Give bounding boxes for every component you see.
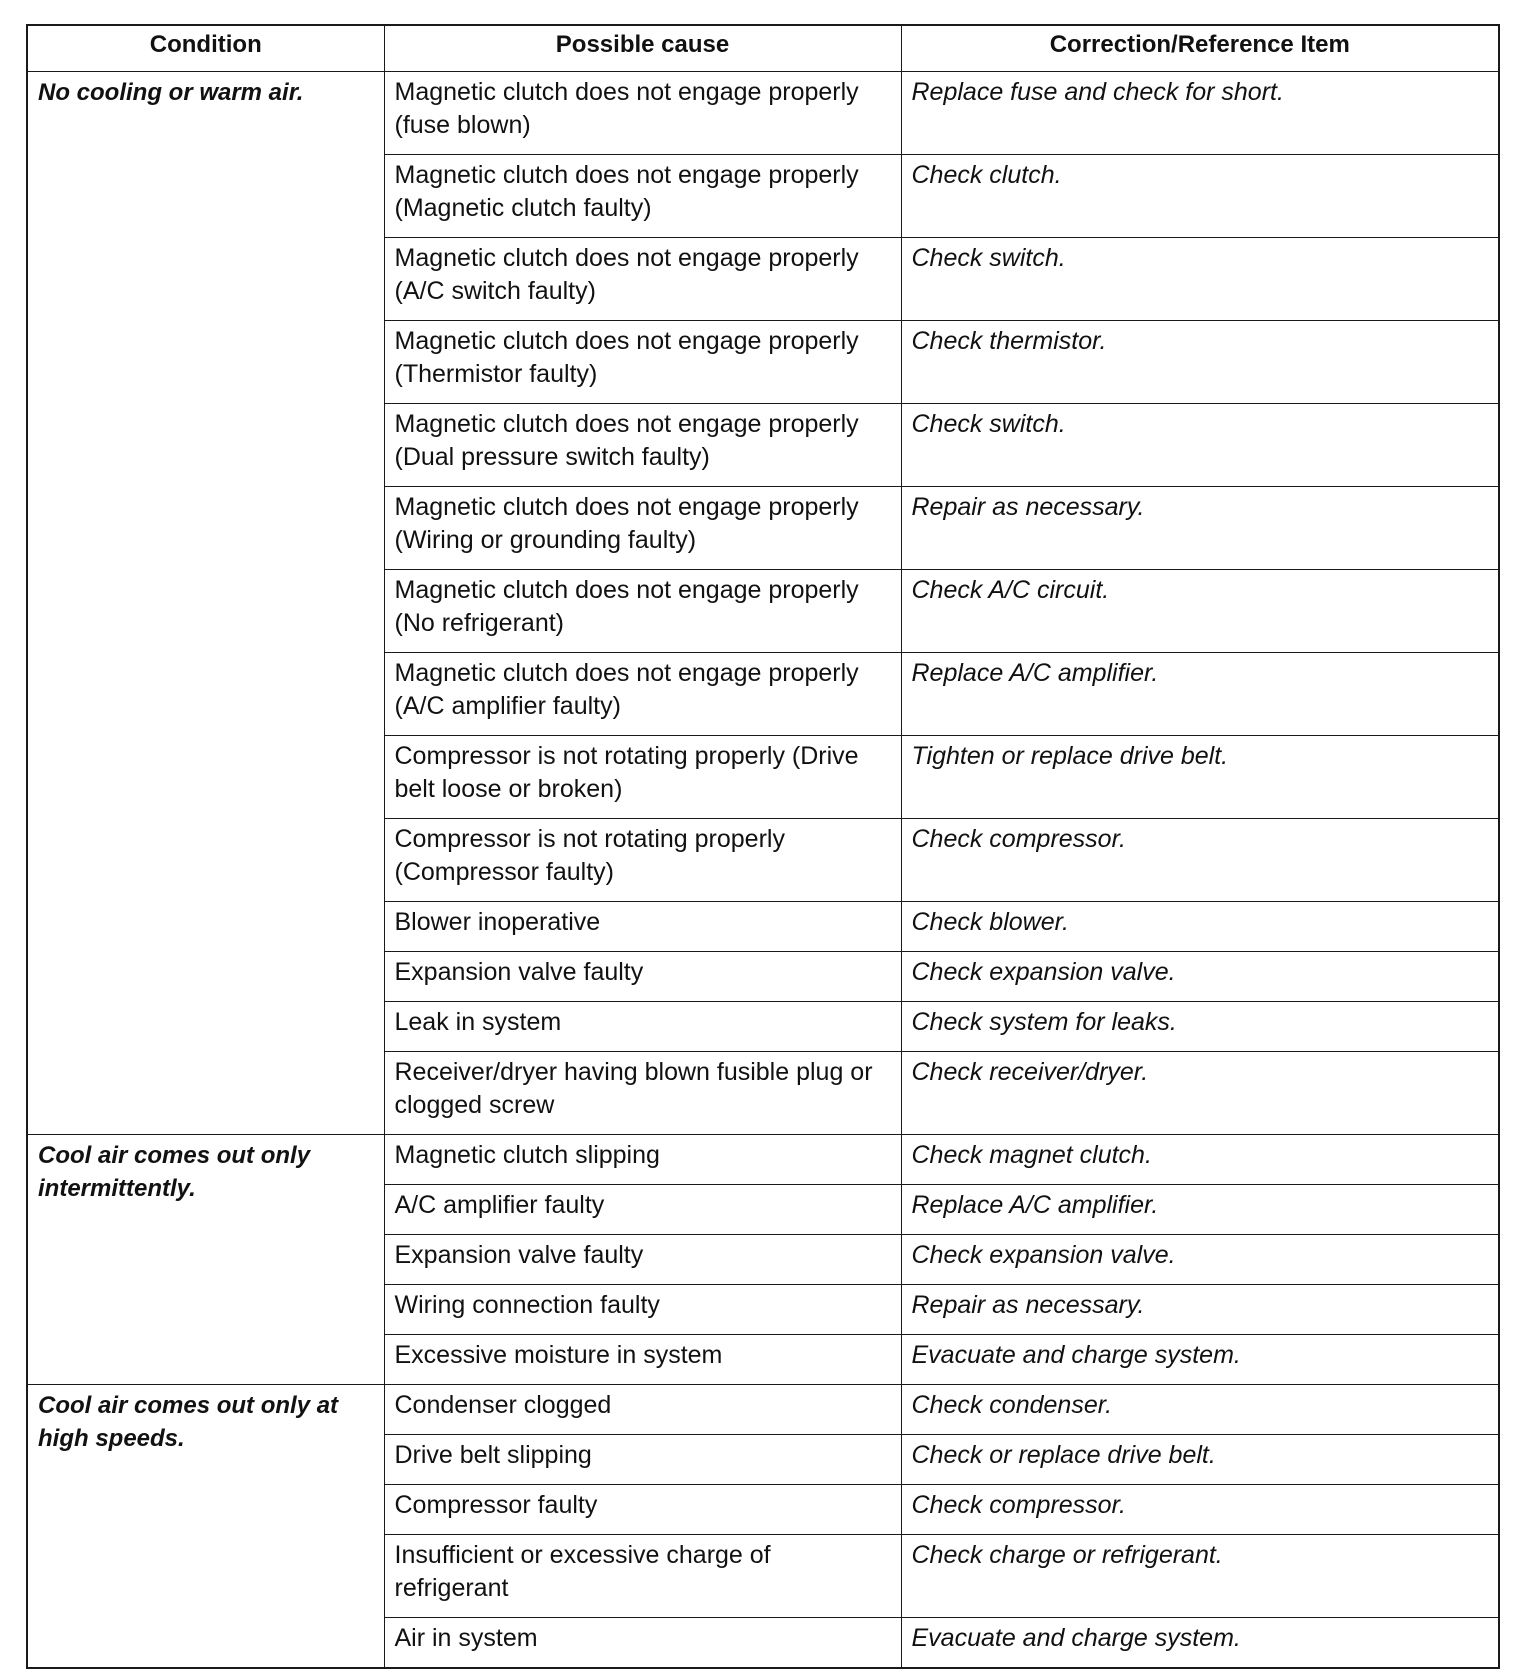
correction-cell: Evacuate and charge system. <box>901 1335 1499 1385</box>
cause-cell: Air in system <box>384 1618 901 1669</box>
cause-cell: Insufficient or excessive charge of refrigerant <box>384 1535 901 1618</box>
correction-cell: Check blower. <box>901 902 1499 952</box>
cause-cell: Magnetic clutch does not engage properly (Wiring or grounding faulty) <box>384 487 901 570</box>
correction-cell: Repair as necessary. <box>901 1285 1499 1335</box>
correction-cell: Check charge or refrigerant. <box>901 1535 1499 1618</box>
cause-cell: Wiring connection faulty <box>384 1285 901 1335</box>
cause-cell: Compressor is not rotating properly (Compressor faulty) <box>384 819 901 902</box>
cause-cell: Drive belt slipping <box>384 1435 901 1485</box>
header-condition: Condition <box>27 25 384 72</box>
correction-cell: Check switch. <box>901 404 1499 487</box>
correction-cell: Check A/C circuit. <box>901 570 1499 653</box>
header-correction: Correction/Reference Item <box>901 25 1499 72</box>
cause-cell: Expansion valve faulty <box>384 1235 901 1285</box>
correction-cell: Check switch. <box>901 238 1499 321</box>
cause-cell: Receiver/dryer having blown fusible plug or clogged screw <box>384 1052 901 1135</box>
cause-cell: Magnetic clutch does not engage properly (No refrigerant) <box>384 570 901 653</box>
cause-cell: Leak in system <box>384 1002 901 1052</box>
cause-cell: Excessive moisture in system <box>384 1335 901 1385</box>
header-possible-cause: Possible cause <box>384 25 901 72</box>
table-row <box>27 72 1499 155</box>
correction-cell: Replace A/C amplifier. <box>901 653 1499 736</box>
cause-cell: Magnetic clutch does not engage properly (fuse blown) <box>384 72 901 155</box>
cause-cell: Magnetic clutch slipping <box>384 1135 901 1185</box>
cause-cell: A/C amplifier faulty <box>384 1185 901 1235</box>
correction-cell: Check compressor. <box>901 819 1499 902</box>
cause-cell: Expansion valve faulty <box>384 952 901 1002</box>
condition-cell: Cool air comes out only at high speeds. <box>27 1385 384 1669</box>
correction-cell: Repair as necessary. <box>901 487 1499 570</box>
table-row <box>27 1385 1499 1435</box>
cause-cell: Magnetic clutch does not engage properly (Magnetic clutch faulty) <box>384 155 901 238</box>
table-body <box>27 72 1499 1669</box>
correction-cell: Check clutch. <box>901 155 1499 238</box>
table-row <box>27 1135 1499 1185</box>
header-row <box>27 25 1499 72</box>
correction-cell: Replace A/C amplifier. <box>901 1185 1499 1235</box>
cause-cell: Magnetic clutch does not engage properly (Thermistor faulty) <box>384 321 901 404</box>
correction-cell: Replace fuse and check for short. <box>901 72 1499 155</box>
cause-cell: Compressor is not rotating properly (Drive belt loose or broken) <box>384 736 901 819</box>
cause-cell: Magnetic clutch does not engage properly (A/C switch faulty) <box>384 238 901 321</box>
troubleshooting-table <box>26 24 1500 1669</box>
correction-cell: Evacuate and charge system. <box>901 1618 1499 1669</box>
correction-cell: Check or replace drive belt. <box>901 1435 1499 1485</box>
correction-cell: Check receiver/dryer. <box>901 1052 1499 1135</box>
cause-cell: Compressor faulty <box>384 1485 901 1535</box>
correction-cell: Check thermistor. <box>901 321 1499 404</box>
cause-cell: Condenser clogged <box>384 1385 901 1435</box>
correction-cell: Check system for leaks. <box>901 1002 1499 1052</box>
condition-cell: No cooling or warm air. <box>27 72 384 1135</box>
correction-cell: Check expansion valve. <box>901 1235 1499 1285</box>
correction-cell: Tighten or replace drive belt. <box>901 736 1499 819</box>
correction-cell: Check expansion valve. <box>901 952 1499 1002</box>
correction-cell: Check condenser. <box>901 1385 1499 1435</box>
correction-cell: Check magnet clutch. <box>901 1135 1499 1185</box>
condition-cell: Cool air comes out only intermittently. <box>27 1135 384 1385</box>
correction-cell: Check compressor. <box>901 1485 1499 1535</box>
cause-cell: Magnetic clutch does not engage properly (A/C amplifier faulty) <box>384 653 901 736</box>
cause-cell: Magnetic clutch does not engage properly (Dual pressure switch faulty) <box>384 404 901 487</box>
cause-cell: Blower inoperative <box>384 902 901 952</box>
